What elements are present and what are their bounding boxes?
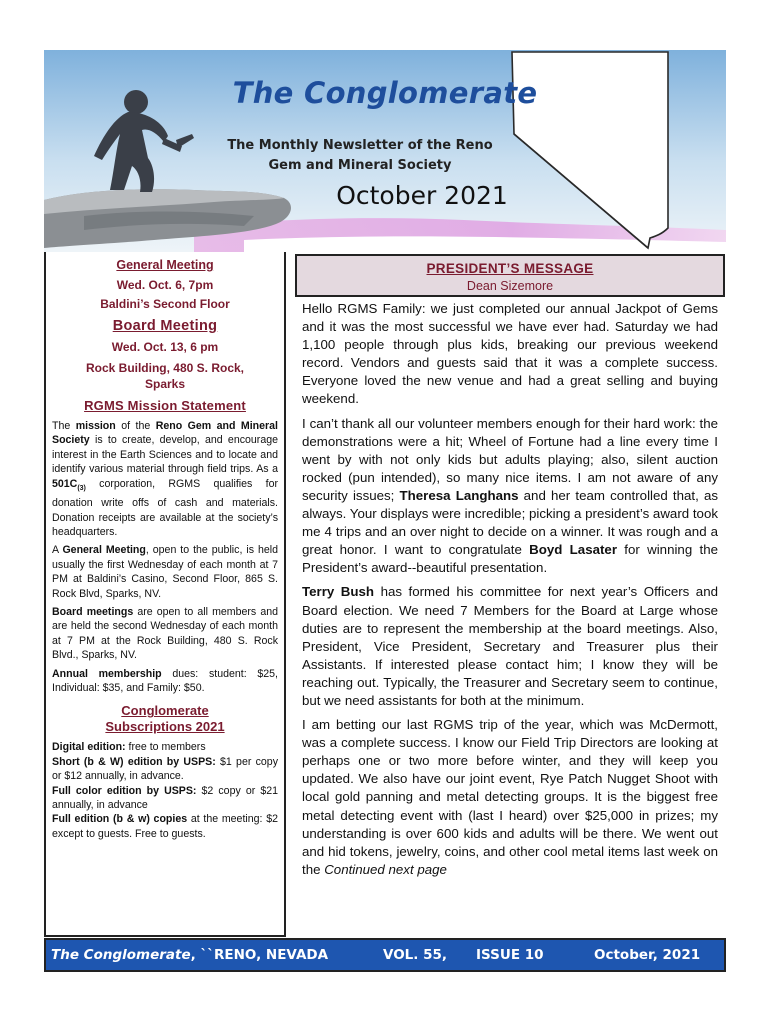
presidents-message-body [302,300,718,879]
pm-text: and her team controlled that, as always. Your displays were incredible; picking a president’s award took me 4 trips and an over night to decide on a winner. It was rough and a great honor. I want to congratulate [302,487,719,558]
footer-publication: The Conglomerate [51,947,191,963]
issue-date: October 2021 [336,181,508,210]
subscription-bold: Full edition (b & w) copies [52,813,188,826]
mission-text: corporation, RGMS qualifies for donation write offs of cash and materials. Donation receipts are available at the society’s headquarters. [52,477,278,538]
subscriptions-heading [46,703,284,735]
general-meeting-heading: General Meeting [116,258,214,272]
mission-text: , open to the public, is held usually the first Wednesday of each month at 7 PM at Baldini’s Casino, Second Floor, 865 S. Rock Blvd, Sparks, NV. [52,544,278,600]
general-meeting-where: Baldini’s Second Floor [100,297,230,311]
pm-paragraph-1: Hello RGMS Family: we just completed our annual Jackpot of Gems and it was the most successful we have ever had. Saturday we had 1,100 people through plus kids, breaking our previous weekend record. Vendors and guests said that it was a complete success. Everyone loved the new venue and had a great selling and buying weekend. [302,301,718,407]
subscriptions-heading-line-1: Conglomerate [121,703,209,719]
mission-bold: General Meeting [62,544,146,557]
pm-paragraph-3 [302,583,718,710]
mission-subscript: (3) [77,484,86,492]
newsletter-title: The Conglomerate [232,76,538,110]
mission-paragraph-2 [52,543,278,601]
subscription-digital [52,740,278,754]
mission-text: of the [115,420,156,432]
subscription-text: $2 copy or $21 annually, in advance [52,784,278,812]
pm-text: I can’t thank all our volunteer members enough for their hard work: the demonstrations were a hit; Wheel of Fortune had a line every time I went by with not only kids but adults playing; also, silent auction rocked (pun intended), so many nice items. I am not aware of any security issues; [302,415,718,503]
mission-text: A [52,544,63,557]
footer-date: October, 2021 [594,947,701,963]
subscription-bold: Short (b & W) edition by USPS: [52,755,216,768]
general-meeting-section [46,258,284,311]
mission-bold: mission [75,420,116,432]
mission-bold: Board meetings [52,605,134,618]
pm-paragraph-2 [302,415,718,578]
footer-issue: ISSUE 10 [476,947,544,963]
general-meeting-when: Wed. Oct. 6, 7pm [116,278,214,292]
mission-paragraph-4 [52,667,278,696]
mission-text: The [52,420,76,432]
mission-text: dues: student: $25, Individual: $35, and Family: $50. [52,667,278,695]
pm-text: has formed his committee for next year’s Officers and Board election. We need 7 Members for the Board at Large whose duties are to represent the membership at the board meetings. Also, President, Vice President, Secretary and Treasurer plus their Assistants. If interested please contact him; I know they will be reaching out. Typically, the Treasurer and Secretary seem to continue, but we need assistants for both at the minimum. [302,584,718,708]
mission-heading: RGMS Mission Statement [84,398,246,413]
mission-text: are open to all members and are held the second Wednesday of each month at 7 PM at the Rock Building, 480 S. Rock Blvd., Sparks, NV. [52,605,279,662]
subscription-bold: Digital edition: [52,741,126,754]
subtitle-line-1: The Monthly Newsletter of the Reno [227,138,493,153]
pm-text: I am betting our last RGMS trip of the year, which was McDermott, was a complete success. I know our Field Trip Directors are looking at perhaps one or two more before winter, and they will keep you updated. We also have our joint event, Rye Patch Nugget Shoot with local gold panning and metal detecting groups. It is the biggest free metal detecting event with (last I heard) over $25,000 in prizes; my understanding is over 600 kids and adults will be there. We went out and hid tokens, jewelry, coins, and other cool metal items last week on the [302,717,718,877]
subscriptions-heading-line-2: Subscriptions 2021 [105,719,225,735]
pm-bold-name: Theresa Langhans [399,487,519,503]
subscription-short-edition [52,755,278,784]
pm-bold-name: Boyd Lasater [529,542,617,558]
subscription-bold: Full color edition by USPS: [52,784,197,797]
mission-text: is to create, develop, and encourage interest in the Earth Sciences and to locate and identify various material through field trips. As a [52,434,278,476]
subscription-text: $1 per copy or $12 annually, in advance. [52,755,278,783]
subscription-full-color [52,784,278,813]
footer-publication-location [51,947,328,963]
subtitle-line-2: Gem and Mineral Society [268,158,452,173]
mission-bold: 501C [52,477,78,490]
pm-text: for winning the President’s award--beautiful presentation. [302,542,718,576]
presidents-message-heading: PRESIDENT’S MESSAGE [426,261,594,276]
subscription-text: free to members [125,741,206,754]
board-meeting-when: Wed. Oct. 13, 6 pm [111,340,219,354]
board-meeting-where-line-1: Rock Building, 480 S. Rock, [85,361,245,375]
mission-section [46,398,284,695]
footer-bar [44,938,726,972]
newsletter-subtitle [196,136,524,176]
board-meeting-where [46,360,284,392]
masthead [44,50,726,252]
board-meeting-heading: Board Meeting [112,318,218,334]
presidents-message-header [295,254,725,297]
footer-volume: VOL. 55, [383,947,448,963]
pm-continued-note: Continued next page [324,861,447,877]
presidents-message-author: Dean Sizemore [466,279,554,293]
board-meeting-section [46,318,284,392]
subscription-text: at the meeting: $2 except to guests. Free to guests. [52,813,278,840]
footer-location: , ``RENO, NEVADA [190,947,329,963]
mission-bold: Annual membership [52,667,162,680]
mission-paragraph-3 [52,605,278,663]
mission-paragraph-1 [52,419,278,539]
subscription-full-bw [52,812,278,841]
board-meeting-where-line-2: Sparks [144,377,186,391]
pm-bold-name: Terry Bush [302,584,375,600]
subscriptions-section [46,703,284,841]
sidebar [44,252,286,937]
mission-bold: Reno Gem and Mineral Society [52,420,278,447]
pm-paragraph-4 [302,716,718,879]
